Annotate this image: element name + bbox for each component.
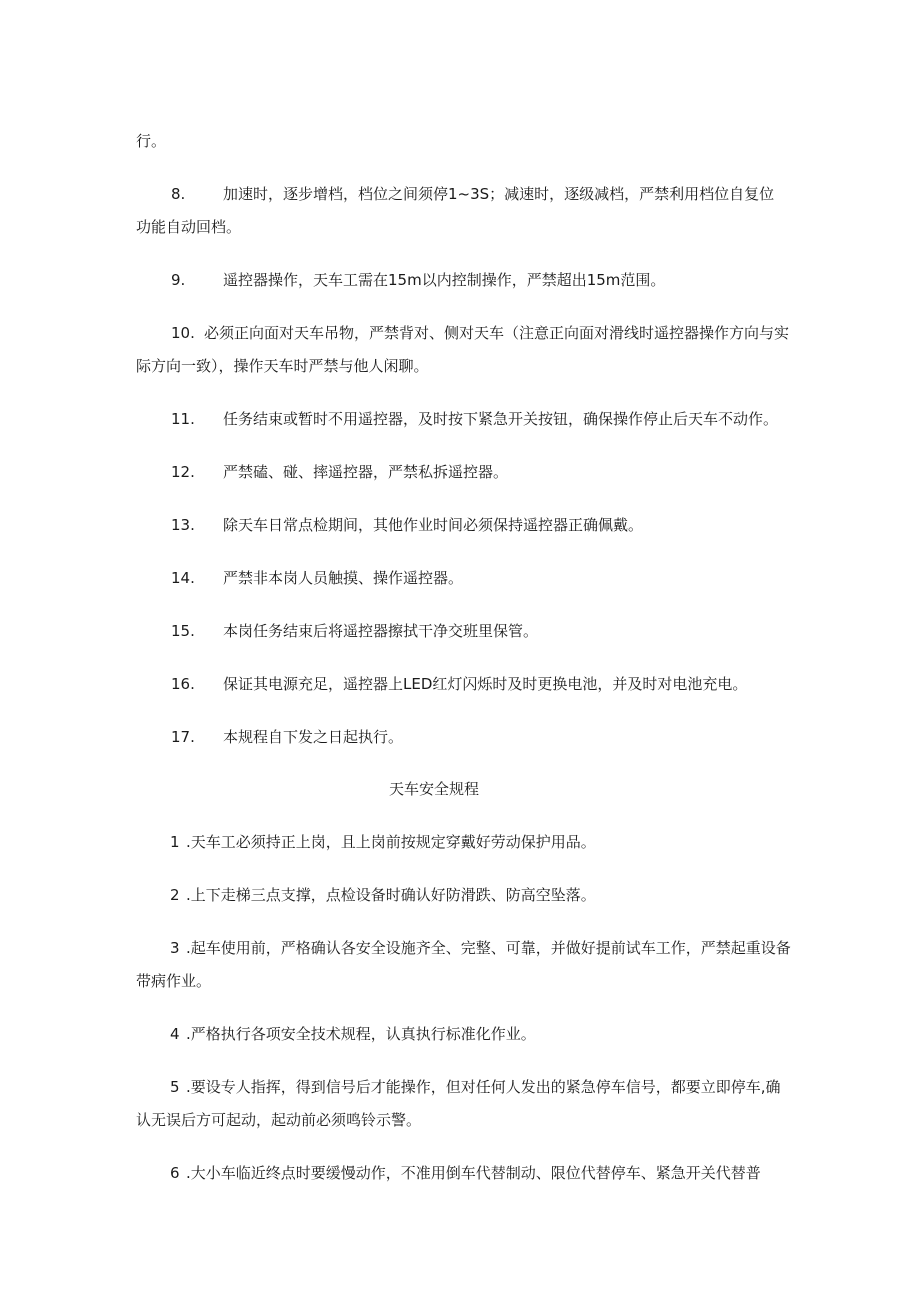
continuation-text: 行。 xyxy=(136,132,167,150)
rule-text-cont: 际方向一致），操作天车时严禁与他人闲聊。 xyxy=(136,357,429,375)
rule-number: 9. xyxy=(171,271,186,289)
rule-number: 17. xyxy=(171,728,195,746)
rule-number: 14. xyxy=(171,569,195,587)
rule-number: 3 xyxy=(170,939,180,957)
rule-text-cont: 认无误后方可起动，起动前必须鸣铃示警。 xyxy=(136,1111,422,1129)
rule-number: 16. xyxy=(171,675,195,693)
rule-number: 6 xyxy=(170,1164,180,1182)
rule-text: 本岗任务结束后将遥控器擦拭干净交班里保管。 xyxy=(223,622,539,640)
rule-text: .天车工必须持正上岗，且上岗前按规定穿戴好劳动保护用品。 xyxy=(186,833,596,851)
rule-text: 严禁磕、碰、摔遥控器，严禁私拆遥控器。 xyxy=(223,463,509,481)
rule-number: 5 xyxy=(170,1078,180,1096)
rule-text: 严禁非本岗人员触摸、操作遥控器。 xyxy=(223,569,464,587)
rule-number: 8. xyxy=(171,185,186,203)
rule-text: .要设专人指挥，得到信号后才能操作，但对任何人发出的紧急停车信号，都要立即停车,确 xyxy=(186,1078,781,1096)
rule-text: .上下走梯三点支撑，点检设备时确认好防滑跌、防高空坠落。 xyxy=(186,886,596,904)
rule-text: .严格执行各项安全技术规程，认真执行标准化作业。 xyxy=(186,1025,536,1043)
section-title: 天车安全规程 xyxy=(389,780,480,798)
rule-number: 10. xyxy=(171,324,195,342)
rule-text: 加速时，逐步增档，档位之间须停1~3S；减速时，逐级减档，严禁利用档位自复位 xyxy=(223,185,775,203)
rule-number: 13. xyxy=(171,516,195,534)
rule-text: 除天车日常点检期间，其他作业时间必须保持遥控器正确佩戴。 xyxy=(223,516,644,534)
rule-number: 12. xyxy=(171,463,195,481)
rule-text: 必须正向面对天车吊物，严禁背对、侧对天车（注意正向面对滑线时遥控器操作方向与实 xyxy=(204,324,790,342)
rule-text: .大小车临近终点时要缓慢动作，不准用倒车代替制动、限位代替停车、紧急开关代替普 xyxy=(186,1164,761,1182)
rule-text: 保证其电源充足，遥控器上LED红灯闪烁时及时更换电池，并及时对电池充电。 xyxy=(223,675,748,693)
rule-number: 1 xyxy=(170,833,180,851)
rule-text: .起车使用前，严格确认各安全设施齐全、完整、可靠，并做好提前试车工作，严禁起重设备 xyxy=(186,939,791,957)
rule-number: 2 xyxy=(170,886,180,904)
rule-text-cont: 功能自动回档。 xyxy=(136,218,242,236)
rule-text: 遥控器操作，天车工需在15m以内控制操作，严禁超出15m范围。 xyxy=(223,271,666,289)
rule-number: 4 xyxy=(170,1025,180,1043)
rule-text: 任务结束或暂时不用遥控器，及时按下紧急开关按钮，确保操作停止后天车不动作。 xyxy=(223,410,779,428)
rule-text: 本规程自下发之日起执行。 xyxy=(223,728,404,746)
rule-number: 15. xyxy=(171,622,195,640)
rule-number: 11. xyxy=(171,410,195,428)
rule-text-cont: 带病作业。 xyxy=(136,972,212,990)
